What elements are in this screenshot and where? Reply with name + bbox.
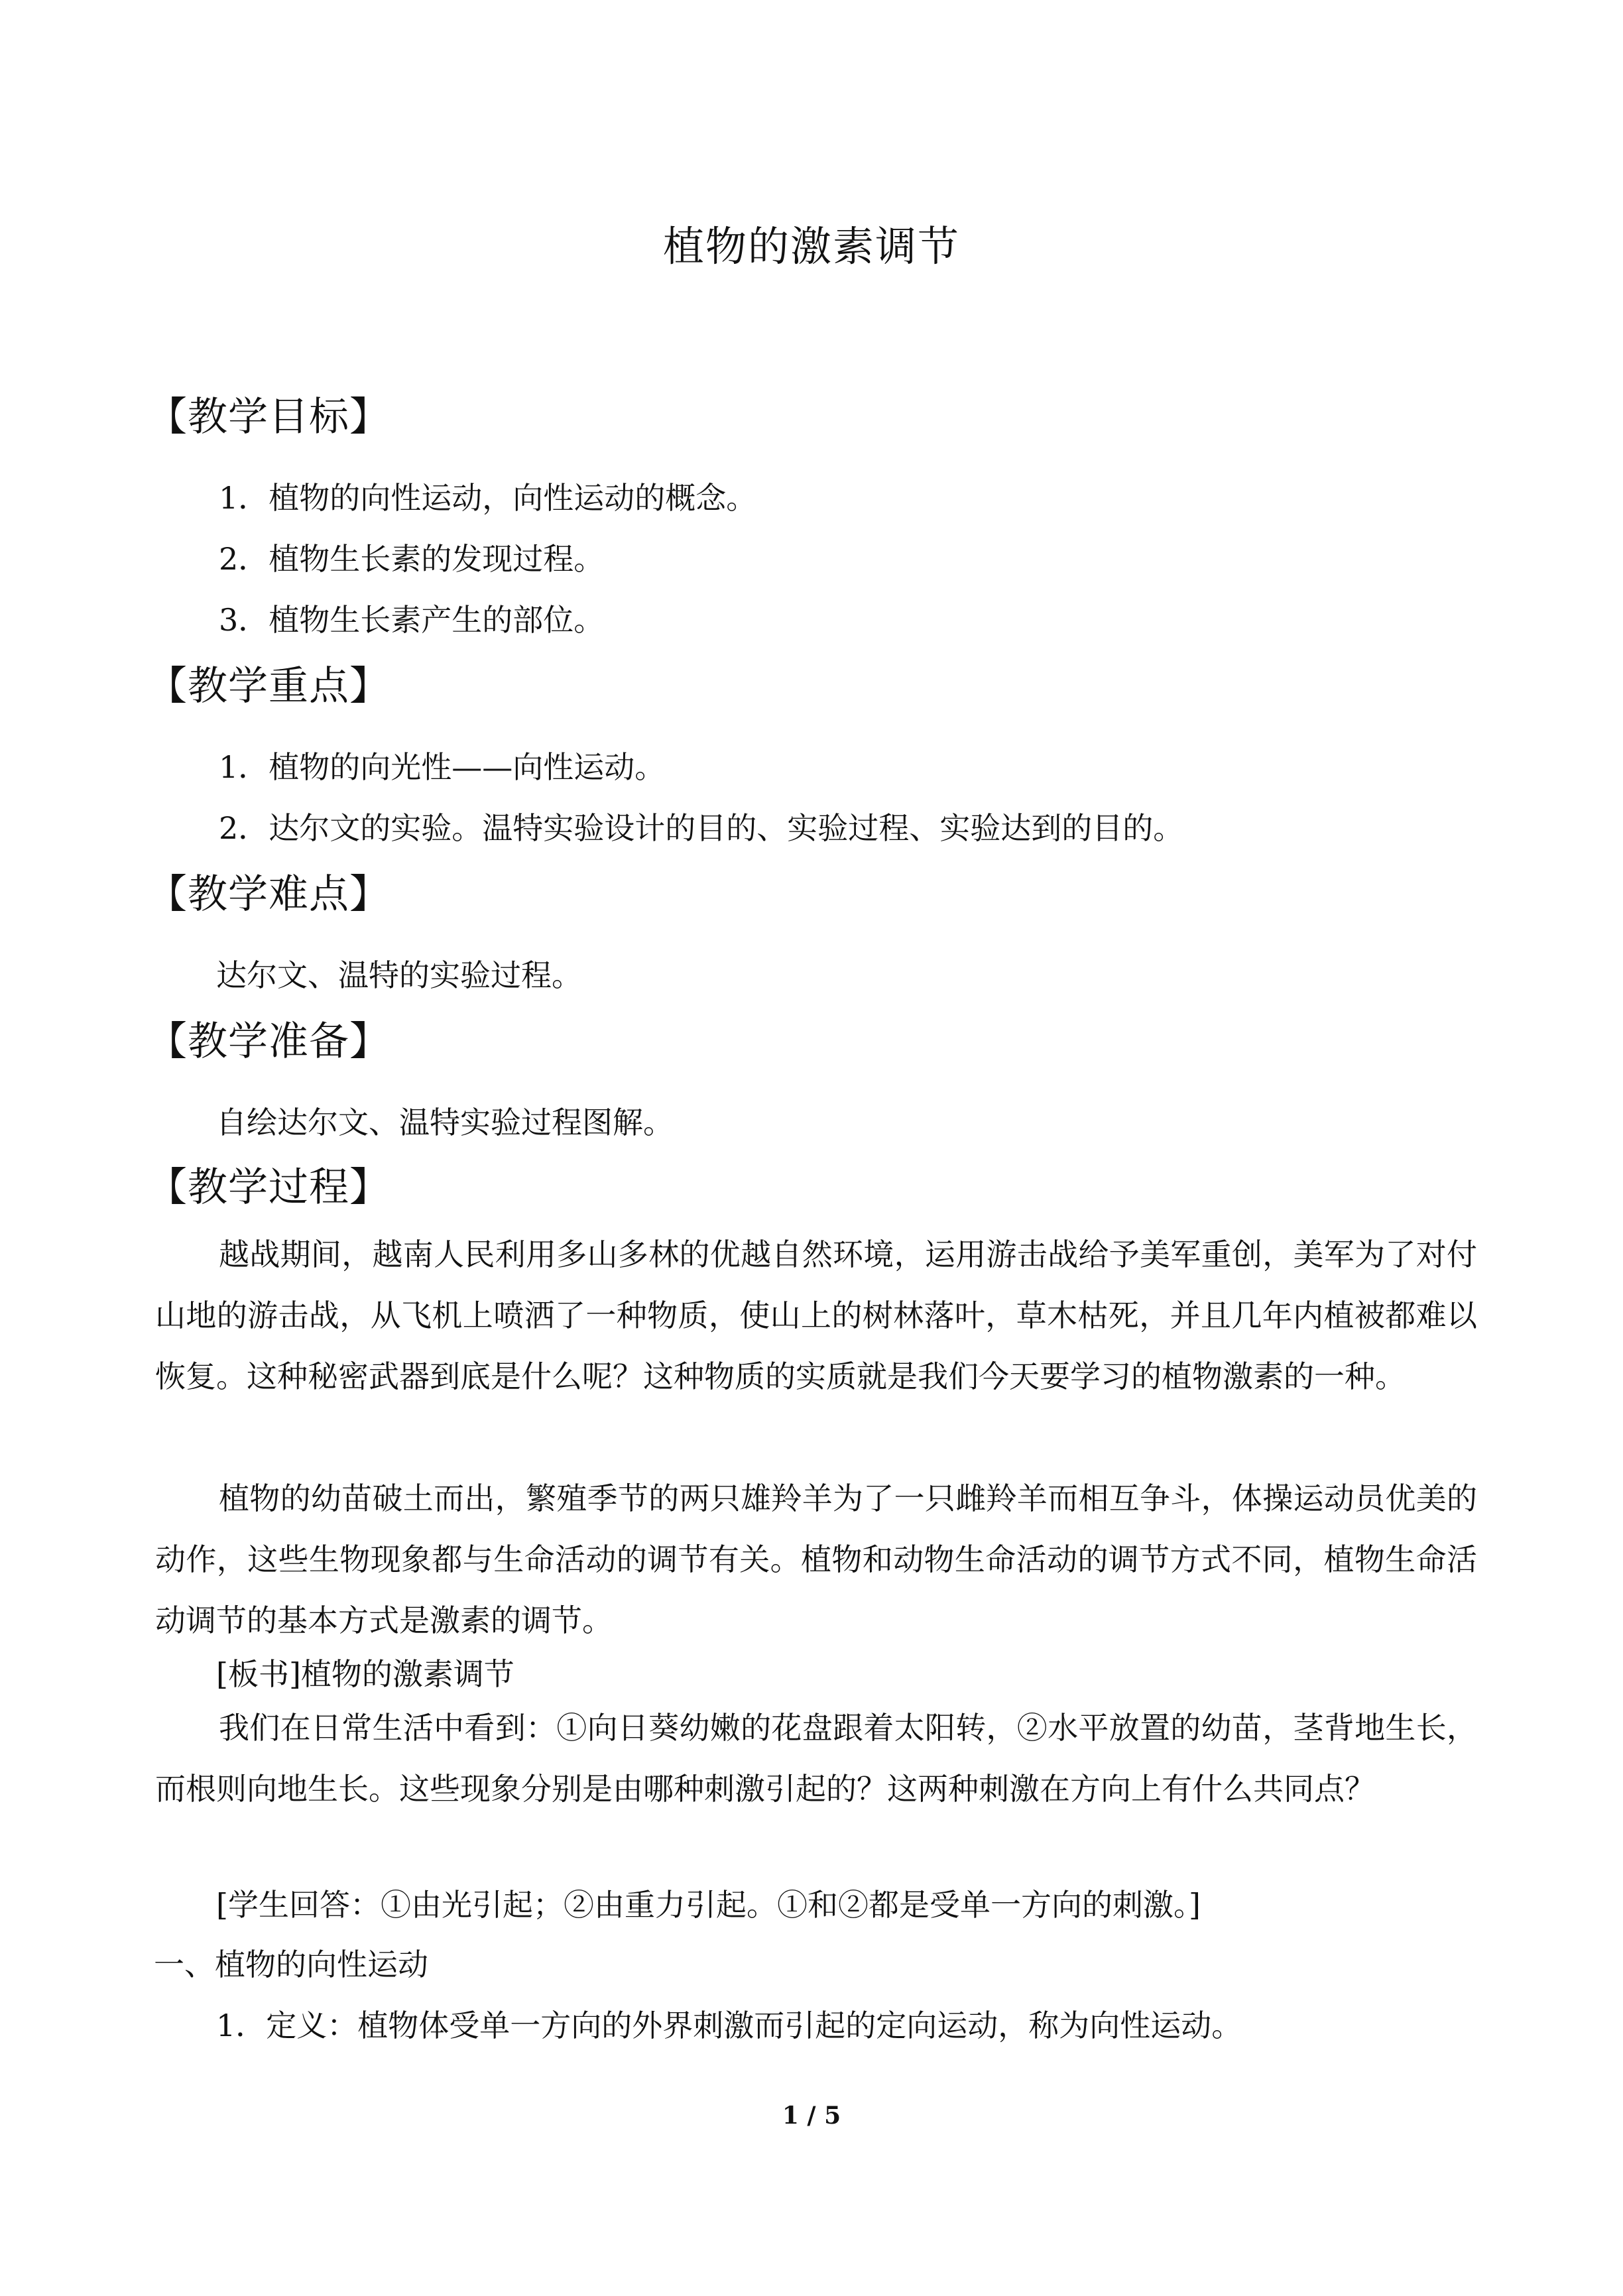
section-heading-key-points: 【教学重点】 [147,663,390,709]
subheading-tropism: 一、植物的向性运动 [154,1947,428,1982]
objective-item: 2．植物生长素的发现过程。 [219,541,605,577]
process-paragraph-2: 植物的幼苗破土而出，繁殖季节的两只雄羚羊为了一只雌羚羊而相互争斗，体操运动员优美的动作，这些生物现象都与生命活动的调节有关。植物和动物生命活动的调节方式不同，植物生命活动调节的基本方式是激素的调节。 [155,1480,1477,1638]
key-point-item: 2．达尔文的实验。温特实验设计的目的、实验过程、实验达到的目的。 [219,810,1184,846]
definition-text: 1．定义：植物体受单一方向的外界刺激而引起的定向运动，称为向性运动。 [216,2008,1242,2043]
objective-item: 3．植物生长素产生的部位。 [219,602,605,638]
board-note: [板书]植物的激素调节 [216,1656,514,1692]
page-number: 1 / 5 [782,2102,841,2130]
preparation-text: 自绘达尔文、温特实验过程图解。 [216,1105,674,1140]
process-paragraph-1: 越战期间，越南人民利用多山多林的优越自然环境，运用游击战给予美军重创，美军为了对付山地的游击战，从飞机上喷洒了一种物质，使山上的树林落叶，草木枯死，并且几年内植被都难以恢复。这种秘密武器到底是什么呢？这种物质的实质就是我们今天要学习的植物激素的一种。 [155,1237,1477,1394]
section-heading-process: 【教学过程】 [147,1164,390,1211]
process-paragraph-3: 我们在日常生活中看到：①向日葵幼嫩的花盘跟着太阳转，②水平放置的幼苗，茎背地生长，而根则向地生长。这些现象分别是由哪种刺激引起的？这两种刺激在方向上有什么共同点？ [155,1710,1477,1807]
section-heading-difficulties: 【教学难点】 [147,871,390,918]
student-answer: [学生回答：①由光引起；②由重力引起。①和②都是受单一方向的刺激。] [216,1887,1201,1923]
document-title: 植物的激素调节 [662,222,960,271]
key-point-item: 1．植物的向光性——向性运动。 [219,749,666,785]
difficulties-text: 达尔文、温特的实验过程。 [216,957,582,993]
objective-item: 1．植物的向性运动，向性运动的概念。 [219,480,757,516]
section-heading-objectives: 【教学目标】 [147,394,390,440]
section-heading-preparation: 【教学准备】 [147,1018,390,1065]
